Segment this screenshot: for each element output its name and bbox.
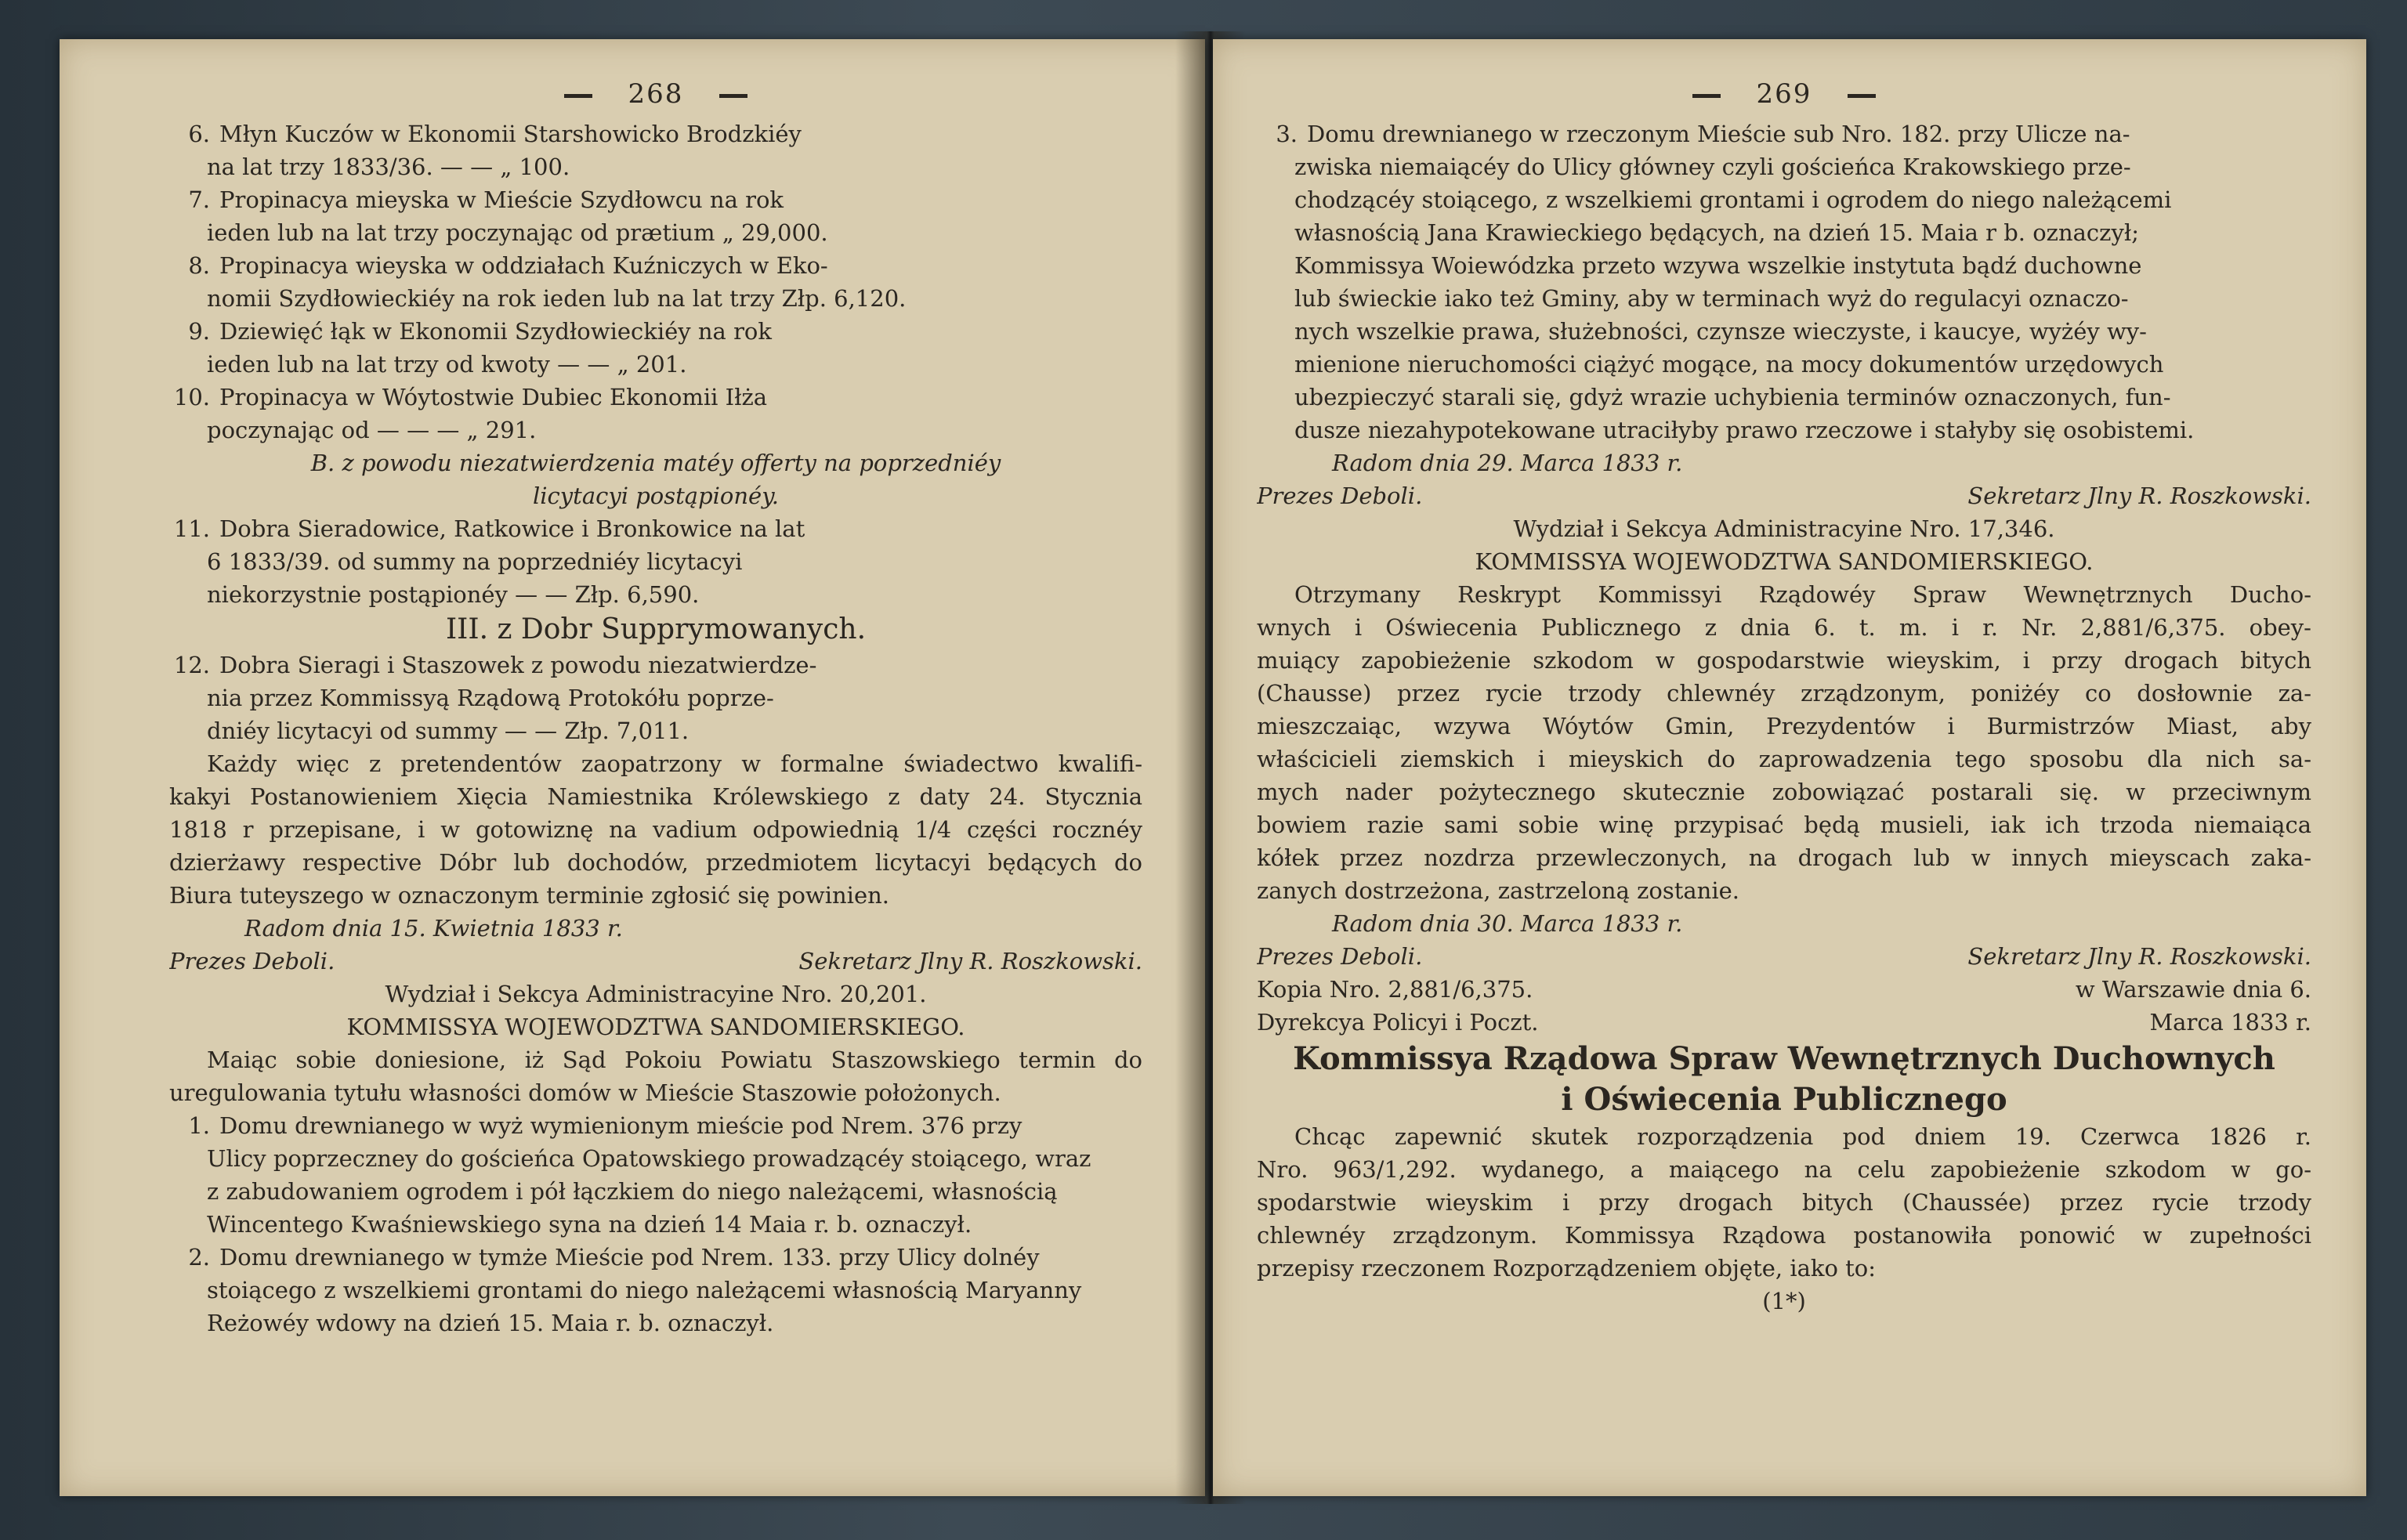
left-text-line — [169, 282, 1142, 315]
page-number-right: 269 — [1257, 70, 2311, 117]
left-text-line — [169, 479, 1142, 512]
right-text-line — [1257, 611, 2311, 644]
left-page-text — [169, 117, 1142, 1339]
signature-right: Sekretarz Jlny R. Roszkowski. — [1967, 943, 2311, 970]
line-text: Wydział i Sekcya Administracyine Nro. 17,346. — [1513, 515, 2055, 542]
line-text: Radom dnia 29. Marca 1833 r. — [1332, 450, 1683, 476]
item-number: 2. — [188, 1244, 210, 1271]
line-text: właścicieli ziemskich i mieyskich do zaprowadzenia tego sposobu dla nich sa- — [1257, 746, 2311, 772]
right-text-line — [1257, 150, 2311, 183]
signature-left: Prezes Deboli. — [1257, 943, 1423, 970]
line-text: Propinacya w Wóytostwie Dubiec Ekonomii Iłża — [219, 384, 768, 410]
item-number: 11. — [173, 515, 210, 542]
right-text-line — [1257, 677, 2311, 710]
line-text: (1*) — [1762, 1288, 1806, 1314]
left-text-line — [169, 681, 1142, 714]
line-text: KOMMISSYA WOJEWODZTWA SANDOMIERSKIEGO. — [1475, 548, 2094, 575]
left-text-line — [169, 714, 1142, 747]
left-text-line — [169, 1109, 1142, 1142]
line-text: na lat trzy 1833/36. — — „ 100. — [207, 154, 570, 180]
line-text: 6 1833/39. od summy na poprzedniéy licytacyi — [207, 548, 743, 575]
left-text-line — [169, 780, 1142, 813]
page-number-left: 268 — [169, 70, 1142, 117]
line-text: B. z powodu niezatwierdzenia matéy offerty na poprzedniéy — [310, 450, 1001, 476]
signature-right: Marca 1833 r. — [2149, 1009, 2311, 1036]
left-text-line — [169, 348, 1142, 381]
right-text-line — [1257, 216, 2311, 249]
line-text: wnych i Oświecenia Publicznego z dnia 6. t. m. i r. Nr. 2,881/6,375. obey- — [1257, 614, 2311, 641]
line-text: stoiącego z wszelkiemi grontami do niego należącemi własnością Maryanny — [207, 1277, 1082, 1303]
line-text: Domu drewnianego w tymże Mieście pod Nrem. 133. przy Ulicy dolnéy — [219, 1244, 1040, 1271]
left-page — [60, 39, 1205, 1496]
left-text-line — [169, 183, 1142, 216]
right-text-line — [1257, 1285, 2311, 1318]
line-text: nych wszelkie prawa, służebności, czynsze wieczyste, i kaucye, wyżéy wy- — [1294, 318, 2147, 345]
right-text-line — [1257, 940, 2311, 973]
right-text-line — [1257, 282, 2311, 315]
line-text: Radom dnia 30. Marca 1833 r. — [1332, 910, 1683, 937]
right-text-line — [1257, 414, 2311, 446]
line-text: Domu drewnianego w rzeczonym Mieście sub Nro. 182. przy Ulicze na- — [1307, 121, 2130, 147]
right-text-line — [1257, 775, 2311, 808]
right-text-line — [1257, 1219, 2311, 1252]
line-text: kółek przez nozdrza przewleczonych, na drogach lub w innych mieyscach zaka- — [1257, 844, 2311, 871]
left-text-line — [169, 1175, 1142, 1208]
right-text-line — [1257, 1039, 2311, 1079]
right-text-line — [1257, 841, 2311, 874]
left-text-line — [169, 1010, 1142, 1043]
left-text-line — [169, 1208, 1142, 1241]
line-text: uregulowania tytułu własności domów w Mieście Staszowie położonych. — [169, 1079, 1001, 1106]
left-text-line — [169, 1043, 1142, 1076]
line-text: (Chausse) przez rycie trzody chlewnéy zrządzonym, poniżéy co dosłownie za- — [1257, 680, 2311, 707]
right-text-line — [1257, 479, 2311, 512]
left-text-line — [169, 1076, 1142, 1109]
signature-left: Dyrekcya Policyi i Poczt. — [1257, 1009, 1539, 1036]
left-text-line — [169, 978, 1142, 1010]
line-text: Maiąc sobie doniesione, iż Sąd Pokoiu Powiatu Staszowskiego termin do — [207, 1047, 1142, 1073]
line-text: zanych dostrzeżona, zastrzeloną zostanie. — [1257, 877, 1739, 904]
line-text: ieden lub na lat trzy poczynając od prætium „ 29,000. — [207, 219, 828, 246]
line-text: nia przez Kommissyą Rządową Protokółu poprze- — [207, 685, 774, 711]
line-text: mienione nieruchomości ciążyć mogące, na mocy dokumentów urzędowych — [1294, 351, 2164, 378]
line-text: ubezpieczyć starali się, gdyż wrazie uchybienia terminów oznaczonych, fun- — [1294, 384, 2171, 410]
right-text-line — [1257, 348, 2311, 381]
line-text: Biura tuteyszego w oznaczonym terminie zgłosić się powinien. — [169, 882, 890, 909]
left-text-line — [169, 1274, 1142, 1307]
item-number: 8. — [188, 252, 210, 279]
right-page — [1213, 39, 2366, 1496]
line-text: Nro. 963/1,292. wydanego, a maiącego na celu zapobieżenie szkodom w go- — [1257, 1156, 2311, 1183]
line-text: bowiem razie sami sobie winę przypisać będą musieli, iak ich trzoda niemaiąca — [1257, 812, 2311, 838]
item-number: 7. — [188, 186, 210, 213]
right-text-line — [1257, 1079, 2311, 1120]
right-text-line — [1257, 1153, 2311, 1186]
left-text-line — [169, 1142, 1142, 1175]
line-text: poczynając od — — — „ 291. — [207, 417, 537, 443]
item-number: 6. — [188, 121, 210, 147]
item-number: 12. — [173, 652, 210, 678]
line-text: ieden lub na lat trzy od kwoty — — „ 201. — [207, 351, 687, 378]
left-text-line — [169, 813, 1142, 846]
item-number: 10. — [173, 384, 210, 410]
line-text: i Oświecenia Publicznego — [1561, 1081, 2007, 1118]
line-text: dusze niezahypotekowane utraciłyby prawo rzeczowe i stałyby się osobistemi. — [1294, 417, 2195, 443]
right-text-line — [1257, 644, 2311, 677]
line-text: nomii Szydłowieckiéy na rok ieden lub na lat trzy Złp. 6,120. — [207, 285, 907, 312]
right-text-line — [1257, 1120, 2311, 1153]
signature-right: w Warszawie dnia 6. — [2075, 976, 2311, 1003]
left-text-line — [169, 846, 1142, 879]
left-text-line — [169, 649, 1142, 681]
line-text: zwiska niemaiącéy do Ulicy główney czyli gościeńca Krakowskiego prze- — [1294, 154, 2131, 180]
left-text-line — [169, 578, 1142, 611]
line-text: chlewnéy zrządzonym. Kommissya Rządowa postanowiła ponowić w zupełności — [1257, 1222, 2311, 1249]
line-text: Wydział i Sekcya Administracyine Nro. 20,201. — [385, 981, 927, 1007]
left-text-line — [169, 446, 1142, 479]
signature-right: Sekretarz Jlny R. Roszkowski. — [1967, 483, 2311, 509]
line-text: Propinacya mieyska w Mieście Szydłowcu na rok — [219, 186, 784, 213]
line-text: dzierżawy respective Dóbr lub dochodów, przedmiotem licytacyi będących do — [169, 849, 1142, 876]
line-text: chodzącéy stoiącego, z wszelkiemi grontami i ogrodem do niego należącemi — [1294, 186, 2172, 213]
line-text: kakyi Postanowieniem Xięcia Namiestnika Królewskiego z daty 24. Stycznia — [169, 783, 1142, 810]
line-text: niekorzystnie postąpionéy — — Złp. 6,590. — [207, 581, 700, 608]
line-text: Kommissya Rządowa Spraw Wewnętrznych Duchownych — [1293, 1040, 2275, 1077]
left-text-line — [169, 381, 1142, 414]
signature-left: Prezes Deboli. — [1257, 483, 1423, 509]
line-text: Młyn Kuczów w Ekonomii Starshowicko Brodzkiéy — [219, 121, 802, 147]
signature-left: Kopia Nro. 2,881/6,375. — [1257, 976, 1533, 1003]
right-text-line — [1257, 183, 2311, 216]
line-text: mieszczaiąc, wzywa Wóytów Gmin, Prezydentów i Burmistrzów Miast, aby — [1257, 713, 2311, 739]
right-text-line — [1257, 1006, 2311, 1039]
line-text: Radom dnia 15. Kwietnia 1833 r. — [244, 915, 623, 942]
line-text: licytacyi postąpionéy. — [533, 483, 779, 509]
line-text: Propinacya wieyska w oddziałach Kuźniczych w Eko- — [219, 252, 828, 279]
line-text: 1818 r przepisane, i w gotowiznę na vadium odpowiednią 1/4 części rocznéy — [169, 816, 1142, 843]
line-text: lub świeckie iako też Gminy, aby w terminach wyż do regulacyi oznaczo- — [1294, 285, 2129, 312]
right-text-line — [1257, 117, 2311, 150]
left-text-line — [169, 150, 1142, 183]
right-page-text — [1257, 117, 2311, 1318]
right-text-line — [1257, 874, 2311, 907]
item-number: 3. — [1276, 121, 1298, 147]
line-text: spodarstwie wieyskim i przy drogach bitych (Chaussée) przez rycie trzody — [1257, 1189, 2311, 1216]
line-text: mych nader pożytecznego skutecznie zobowiązać postarali się. w przeciwnym — [1257, 779, 2311, 805]
left-text-line — [169, 249, 1142, 282]
right-text-line — [1257, 249, 2311, 282]
right-text-line — [1257, 907, 2311, 940]
left-text-line — [169, 512, 1142, 545]
right-text-line — [1257, 315, 2311, 348]
left-text-line — [169, 545, 1142, 578]
right-text-line — [1257, 578, 2311, 611]
line-text: własnością Jana Krawieckiego będących, na dzień 15. Maia r b. oznaczył; — [1294, 219, 2139, 246]
left-text-line — [169, 945, 1142, 978]
right-text-line — [1257, 381, 2311, 414]
left-text-line — [169, 315, 1142, 348]
left-text-line — [169, 611, 1142, 649]
left-text-line — [169, 912, 1142, 945]
line-text: muiący zapobieżenie szkodom w gospodarstwie wieyskim, i przy drogach bitych — [1257, 647, 2311, 674]
line-text: Dobra Sieragi i Staszowek z powodu niezatwierdze- — [219, 652, 817, 678]
line-text: KOMMISSYA WOJEWODZTWA SANDOMIERSKIEGO. — [346, 1014, 965, 1040]
left-text-line — [169, 747, 1142, 780]
right-text-line — [1257, 545, 2311, 578]
right-text-line — [1257, 743, 2311, 775]
line-text: Każdy więc z pretendentów zaopatrzony w formalne świadectwo kwalifi- — [207, 750, 1142, 777]
line-text: Reżowéy wdowy na dzień 15. Maia r. b. oznaczył. — [207, 1310, 774, 1336]
left-text-line — [169, 414, 1142, 446]
line-text: Domu drewnianego w wyż wymienionym mieście pod Nrem. 376 przy — [219, 1112, 1023, 1139]
right-text-line — [1257, 1186, 2311, 1219]
left-text-line — [169, 117, 1142, 150]
item-number: 1. — [188, 1112, 210, 1139]
line-text: Wincentego Kwaśniewskiego syna na dzień 14 Maia r. b. oznaczył. — [207, 1211, 972, 1238]
line-text: Dobra Sieradowice, Ratkowice i Bronkowice na lat — [219, 515, 805, 542]
right-text-line — [1257, 446, 2311, 479]
line-text: Chcąc zapewnić skutek rozporządzenia pod dniem 19. Czerwca 1826 r. — [1294, 1123, 2311, 1150]
line-text: III. z Dobr Supprymowanych. — [445, 613, 867, 645]
right-text-line — [1257, 512, 2311, 545]
item-number: 9. — [188, 318, 210, 345]
line-text: przepisy rzeczonem Rozporządzeniem objęte, iako to: — [1257, 1255, 1877, 1282]
line-text: Kommissya Woiewódzka przeto wzywa wszelkie instytuta bądź duchowne — [1294, 252, 2142, 279]
right-text-line — [1257, 973, 2311, 1006]
left-text-line — [169, 1307, 1142, 1339]
right-text-line — [1257, 710, 2311, 743]
left-text-line — [169, 879, 1142, 912]
left-text-line — [169, 1241, 1142, 1274]
line-text: Ulicy poprzeczney do gościeńca Opatowskiego prowadzącéy stoiącego, wraz — [207, 1145, 1091, 1172]
line-text: z zabudowaniem ogrodem i pół łączkiem do niego należącemi, własnością — [207, 1178, 1058, 1205]
line-text: Dziewięć łąk w Ekonomii Szydłowieckiéy na rok — [219, 318, 772, 345]
line-text: dniéy licytacyi od summy — — Złp. 7,011. — [207, 718, 690, 744]
signature-right: Sekretarz Jlny R. Roszkowski. — [798, 948, 1142, 974]
line-text: Otrzymany Reskrypt Kommissyi Rządowéy Spraw Wewnętrznych Ducho- — [1294, 581, 2311, 608]
right-text-line — [1257, 808, 2311, 841]
left-text-line — [169, 216, 1142, 249]
right-text-line — [1257, 1252, 2311, 1285]
signature-left: Prezes Deboli. — [169, 948, 335, 974]
